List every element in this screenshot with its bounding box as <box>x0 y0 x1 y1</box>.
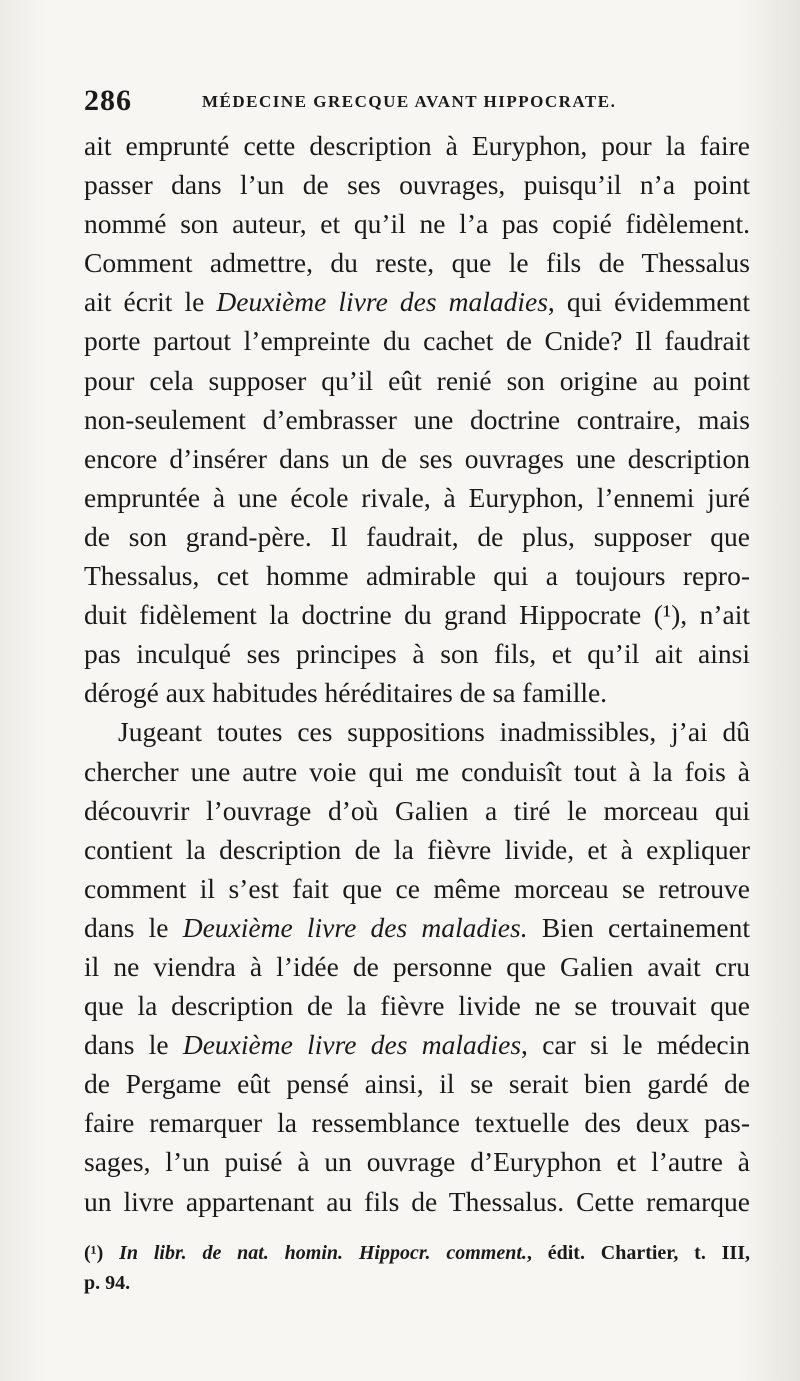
footnote-page: p. 94. <box>84 1272 131 1294</box>
text-line: de son grand-père. Il faudrait, de plus, supposer que <box>84 520 750 552</box>
italic-title: Deuxième livre des maladies. <box>182 911 528 943</box>
running-title: MÉDECINE GRECQUE AVANT HIPPOCRATE. <box>202 92 617 111</box>
text-line: de Pergame eût pensé ainsi, il se serait bien gardé de <box>84 1068 750 1100</box>
text-run: dans le <box>84 911 183 943</box>
text-line: découvrir l’ouvrage d’où Galien a tiré le morceau qui <box>84 794 750 826</box>
footnote-citation: In libr. de nat. homin. Hippocr. comment. <box>103 1242 527 1264</box>
text-line: empruntée à une école rivale, à Euryphon, l’ennemi juré <box>84 481 750 513</box>
footnote-line <box>84 1268 750 1298</box>
text-line: contient la description de la fièvre livide, et à expliquer <box>84 833 750 865</box>
text-line: pas inculqué ses principes à son fils, et qu’il ait ainsi <box>84 638 750 670</box>
text-line: passer dans l’un de ses ouvrages, puisqu’il n’a point <box>84 169 750 201</box>
text-line: faire remarquer la ressemblance textuelle des deux pas- <box>84 1107 750 1139</box>
footnote-edition: , édit. Chartier, t. III, <box>526 1242 750 1264</box>
text-line: duit fidèlement la doctrine du grand Hippocrate (¹), n’ait <box>84 599 750 631</box>
italic-title: Deuxième livre des maladies <box>182 1029 522 1061</box>
text-line: encore d’insérer dans un de ses ouvrages une description <box>84 442 750 474</box>
text-line: ait emprunté cette description à Euryphon, pour la faire <box>84 130 750 161</box>
page-header <box>84 84 744 120</box>
text-line <box>84 282 750 321</box>
page-number: 286 <box>84 84 132 117</box>
text-run: ait écrit le <box>84 286 217 318</box>
italic-title: Deuxième livre des maladies <box>216 286 548 318</box>
text-run: , qui évidemment <box>547 286 750 318</box>
text-line: chercher une autre voie qui me conduisît tout à la fois à <box>84 755 750 787</box>
text-line: dérogé aux habitudes héréditaires de sa famille. <box>84 677 608 709</box>
text-line: un livre appartenant au fils de Thessalus. Cette remarque <box>84 1185 750 1217</box>
text-line: Thessalus, cet homme admirable qui a toujours repro- <box>84 560 750 592</box>
text-line: Comment admettre, du reste, que le fils de Thessalus <box>84 247 750 279</box>
text-line: nommé son auteur, et qu’il ne l’a pas copié fidèlement. <box>84 208 750 240</box>
footnote-line <box>84 1238 750 1268</box>
body-text <box>84 126 750 1221</box>
text-run: dans le <box>84 1029 183 1061</box>
text-line: porte partout l’empreinte du cachet de Cnide? Il faudrait <box>84 325 750 357</box>
text-line: que la description de la fièvre livide ne se trouvait que <box>84 990 750 1022</box>
footnotes <box>84 1238 750 1298</box>
text-line: comment il s’est fait que ce même morceau se retrouve <box>84 872 750 904</box>
text-line <box>84 908 750 947</box>
text-line: sages, l’un puisé à un ouvrage d’Euryphon et l’autre à <box>84 1146 750 1178</box>
text-line: il ne viendra à l’idée de personne que Galien avait cru <box>84 950 750 982</box>
text-line: pour cela supposer qu’il eût renié son origine au point <box>84 364 750 396</box>
text-run: Bien certainement <box>527 911 751 943</box>
text-line <box>84 1025 750 1064</box>
text-line: non-seulement d’embrasser une doctrine contraire, mais <box>84 403 750 435</box>
footnote-marker: (¹) <box>84 1242 104 1264</box>
text-line: Jugeant toutes ces suppositions inadmissibles, j’ai dû <box>118 716 750 748</box>
text-run: , car si le médecin <box>521 1029 751 1061</box>
